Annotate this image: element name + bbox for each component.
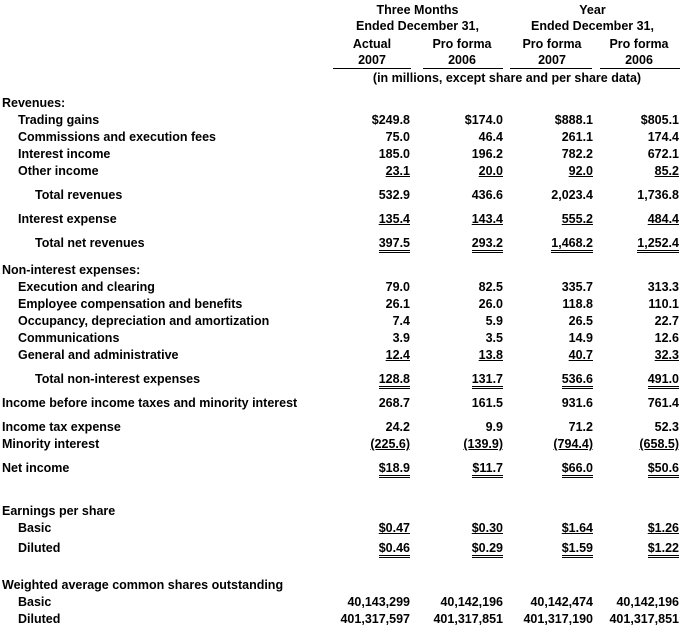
row-value-col1: [310, 420, 410, 435]
value-text: 532.9: [378, 188, 410, 202]
row-value-col4: [579, 113, 679, 128]
row-value-col2: [403, 113, 503, 128]
value-text: 40.7: [568, 348, 593, 362]
row-value-col1: [310, 372, 410, 387]
row-value-col3: [493, 188, 593, 203]
value-text: 293.2: [472, 236, 503, 253]
value-text: 536.6: [562, 372, 593, 389]
row-value-col2: [403, 521, 503, 536]
row-value-col2: [403, 212, 503, 227]
row-value-col3: [493, 331, 593, 346]
value-text: 3.5: [485, 331, 503, 345]
col4-header-line1: Pro forma: [609, 37, 669, 51]
row-value-col4: [579, 420, 679, 435]
value-text: 128.8: [379, 372, 410, 389]
row-label: Basic: [18, 521, 52, 535]
row-value-col1: [310, 461, 410, 476]
row-label: Interest expense: [18, 212, 117, 226]
row-value-col1: [310, 612, 410, 627]
row-value-col3: [493, 612, 593, 627]
value-text: 12.6: [654, 331, 679, 345]
col1-header-line1: Actual: [352, 37, 392, 51]
row-label: Other income: [18, 164, 99, 178]
row-value-col2: [403, 612, 503, 627]
row-value-col2: [403, 297, 503, 312]
col4-header-rule: [600, 68, 680, 69]
row-value-col2: [403, 372, 503, 387]
row-value-col3: [493, 348, 593, 363]
row-value-col4: [579, 188, 679, 203]
row-value-col4: [579, 372, 679, 387]
row-value-col4: [579, 396, 679, 411]
row-value-col1: [310, 437, 410, 452]
row-value-col2: [403, 461, 503, 476]
value-text: $66.0: [562, 461, 593, 478]
value-text: 143.4: [471, 212, 503, 226]
row-value-col1: [310, 212, 410, 227]
row-value-col2: [403, 188, 503, 203]
value-text: 761.4: [647, 396, 679, 410]
row-value-col4: [579, 297, 679, 312]
row-value-col4: [579, 348, 679, 363]
row-value-col3: [493, 164, 593, 179]
value-text: 131.7: [472, 372, 503, 389]
value-text: 401,317,597: [340, 612, 410, 626]
value-text: $50.6: [648, 461, 679, 478]
value-text: $18.9: [379, 461, 410, 478]
col3-header-line2: 2007: [538, 53, 566, 67]
row-value-col4: [579, 147, 679, 162]
row-value-col2: [403, 396, 503, 411]
row-value-col4: [579, 521, 679, 536]
row-value-col1: [310, 521, 410, 536]
row-label: Employee compensation and benefits: [18, 297, 243, 311]
row-value-col3: [493, 130, 593, 145]
col2-header-line1: Pro forma: [432, 37, 492, 51]
row-value-col1: [310, 348, 410, 363]
row-value-col2: [403, 130, 503, 145]
value-text: 92.0: [568, 164, 593, 178]
value-text: 484.4: [647, 212, 679, 226]
value-text: 110.1: [648, 297, 679, 311]
row-label: Execution and clearing: [18, 280, 155, 294]
col2-header-line2: 2006: [448, 53, 476, 67]
row-value-col4: [579, 461, 679, 476]
row-value-col3: [493, 595, 593, 610]
value-text: $11.7: [472, 461, 503, 478]
value-text: $0.46: [379, 541, 410, 558]
row-value-col3: [493, 372, 593, 387]
value-text: 40,142,196: [616, 595, 679, 609]
value-text: 24.2: [385, 420, 410, 434]
row-value-col3: [493, 212, 593, 227]
value-text: $0.47: [378, 521, 410, 535]
value-text: 40,142,196: [440, 595, 503, 609]
row-label: Income before income taxes and minority interest: [2, 396, 298, 410]
row-label: Earnings per share: [2, 504, 116, 518]
row-value-col1: [310, 280, 410, 295]
row-label: Minority interest: [2, 437, 100, 451]
row-value-col1: [310, 147, 410, 162]
row-label: Total net revenues: [35, 236, 145, 250]
col3-header-line1: Pro forma: [522, 37, 582, 51]
row-value-col1: [310, 541, 410, 556]
col1-header-rule: [333, 68, 411, 69]
value-text: 20.0: [478, 164, 503, 178]
row-value-col3: [493, 113, 593, 128]
value-text: $0.30: [471, 521, 503, 535]
row-value-col3: [493, 521, 593, 536]
row-label: Total non-interest expenses: [35, 372, 201, 386]
value-text: 782.2: [561, 147, 593, 161]
value-text: (225.6): [370, 437, 410, 451]
value-text: $1.59: [562, 541, 593, 558]
row-value-col1: [310, 164, 410, 179]
row-value-col1: [310, 595, 410, 610]
row-value-col1: [310, 236, 410, 251]
value-text: 196.2: [471, 147, 503, 161]
row-label: Commissions and execution fees: [18, 130, 216, 144]
row-value-col2: [403, 147, 503, 162]
value-text: 13.8: [478, 348, 503, 362]
value-text: 261.1: [561, 130, 593, 144]
value-text: 46.4: [478, 130, 503, 144]
row-label: Trading gains: [18, 113, 100, 127]
value-text: 555.2: [561, 212, 593, 226]
value-text: 118.8: [562, 297, 593, 311]
header-group-three-months-line1: Three Months: [376, 3, 459, 17]
value-text: 12.4: [385, 348, 410, 362]
value-text: 313.3: [647, 280, 679, 294]
value-text: 2,023.4: [551, 188, 593, 202]
value-text: 5.9: [485, 314, 503, 328]
value-text: 1,252.4: [637, 236, 679, 253]
row-label: General and administrative: [18, 348, 179, 362]
row-value-col4: [579, 236, 679, 251]
value-text: 1,468.2: [551, 236, 593, 253]
header-group-year-line1: Year: [579, 3, 606, 17]
value-text: 401,317,190: [523, 612, 593, 626]
value-text: 9.9: [485, 420, 503, 434]
value-text: 268.7: [378, 396, 410, 410]
col1-header-line2: 2007: [358, 53, 386, 67]
row-value-col4: [579, 164, 679, 179]
row-value-col3: [493, 147, 593, 162]
row-value-col2: [403, 280, 503, 295]
value-text: 14.9: [568, 331, 593, 345]
row-value-col2: [403, 595, 503, 610]
row-value-col2: [403, 541, 503, 556]
value-text: 71.2: [568, 420, 593, 434]
value-text: 22.7: [654, 314, 679, 328]
row-label: Weighted average common shares outstanding: [2, 578, 284, 592]
value-text: $888.1: [554, 113, 593, 127]
row-value-col3: [493, 236, 593, 251]
value-text: 26.1: [385, 297, 410, 311]
value-text: $174.0: [464, 113, 503, 127]
row-value-col2: [403, 437, 503, 452]
row-value-col3: [493, 314, 593, 329]
row-label: Occupancy, depreciation and amortization: [18, 314, 270, 328]
row-label: Diluted: [18, 612, 61, 626]
col2-header-rule: [423, 68, 503, 69]
row-value-col2: [403, 236, 503, 251]
row-label: Diluted: [18, 541, 61, 555]
value-text: $805.1: [640, 113, 679, 127]
row-label: Income tax expense: [2, 420, 121, 434]
value-text: 32.3: [654, 348, 679, 362]
row-value-col1: [310, 314, 410, 329]
value-text: (658.5): [639, 437, 679, 451]
row-value-col1: [310, 188, 410, 203]
row-label: Net income: [2, 461, 70, 475]
value-text: 335.7: [561, 280, 593, 294]
row-value-col3: [493, 396, 593, 411]
value-text: $0.29: [472, 541, 503, 558]
row-value-col2: [403, 164, 503, 179]
value-text: $1.64: [561, 521, 593, 535]
value-text: (139.9): [463, 437, 503, 451]
value-text: $1.22: [648, 541, 679, 558]
row-value-col4: [579, 541, 679, 556]
row-value-col4: [579, 595, 679, 610]
header-group-three-months-line2: Ended December 31,: [356, 19, 479, 33]
value-text: 79.0: [385, 280, 410, 294]
value-text: 40,143,299: [347, 595, 410, 609]
row-label: Total revenues: [35, 188, 123, 202]
row-value-col3: [493, 297, 593, 312]
row-value-col2: [403, 331, 503, 346]
row-value-col3: [493, 280, 593, 295]
value-text: $1.26: [647, 521, 679, 535]
value-text: 85.2: [654, 164, 679, 178]
value-text: 26.5: [568, 314, 593, 328]
row-value-col1: [310, 297, 410, 312]
row-label: Non-interest expenses:: [2, 263, 141, 277]
value-text: 397.5: [379, 236, 410, 253]
row-value-col4: [579, 314, 679, 329]
row-value-col4: [579, 331, 679, 346]
row-value-col1: [310, 113, 410, 128]
row-value-col2: [403, 348, 503, 363]
row-value-col3: [493, 437, 593, 452]
value-text: 52.3: [654, 420, 679, 434]
row-value-col1: [310, 130, 410, 145]
value-text: 672.1: [647, 147, 679, 161]
row-value-col2: [403, 420, 503, 435]
value-text: 7.4: [392, 314, 410, 328]
value-text: 23.1: [385, 164, 410, 178]
value-text: 135.4: [378, 212, 410, 226]
value-text: 174.4: [647, 130, 679, 144]
row-value-col4: [579, 212, 679, 227]
row-value-col4: [579, 437, 679, 452]
header-group-year-line2: Ended December 31,: [531, 19, 654, 33]
row-value-col4: [579, 280, 679, 295]
value-text: 185.0: [378, 147, 410, 161]
row-value-col3: [493, 541, 593, 556]
value-text: 1,736.8: [637, 188, 679, 202]
value-text: 161.5: [471, 396, 503, 410]
row-value-col4: [579, 130, 679, 145]
row-value-col1: [310, 396, 410, 411]
row-label: Communications: [18, 331, 120, 345]
col3-header-rule: [510, 68, 592, 69]
value-text: 931.6: [561, 396, 593, 410]
value-text: (794.4): [553, 437, 593, 451]
value-text: 3.9: [392, 331, 410, 345]
value-text: 436.6: [471, 188, 503, 202]
value-text: 82.5: [478, 280, 503, 294]
row-value-col3: [493, 420, 593, 435]
value-text: 491.0: [648, 372, 679, 389]
value-text: $249.8: [371, 113, 410, 127]
col4-header-line2: 2006: [625, 53, 653, 67]
value-text: 401,317,851: [609, 612, 679, 626]
value-text: 26.0: [478, 297, 503, 311]
row-label: Interest income: [18, 147, 111, 161]
units-note: (in millions, except share and per share data): [372, 71, 642, 85]
row-label: Revenues:: [2, 96, 66, 110]
row-value-col1: [310, 331, 410, 346]
value-text: 401,317,851: [433, 612, 503, 626]
row-value-col4: [579, 612, 679, 627]
value-text: 75.0: [385, 130, 410, 144]
value-text: 40,142,474: [530, 595, 593, 609]
row-label: Basic: [18, 595, 52, 609]
row-value-col3: [493, 461, 593, 476]
row-value-col2: [403, 314, 503, 329]
